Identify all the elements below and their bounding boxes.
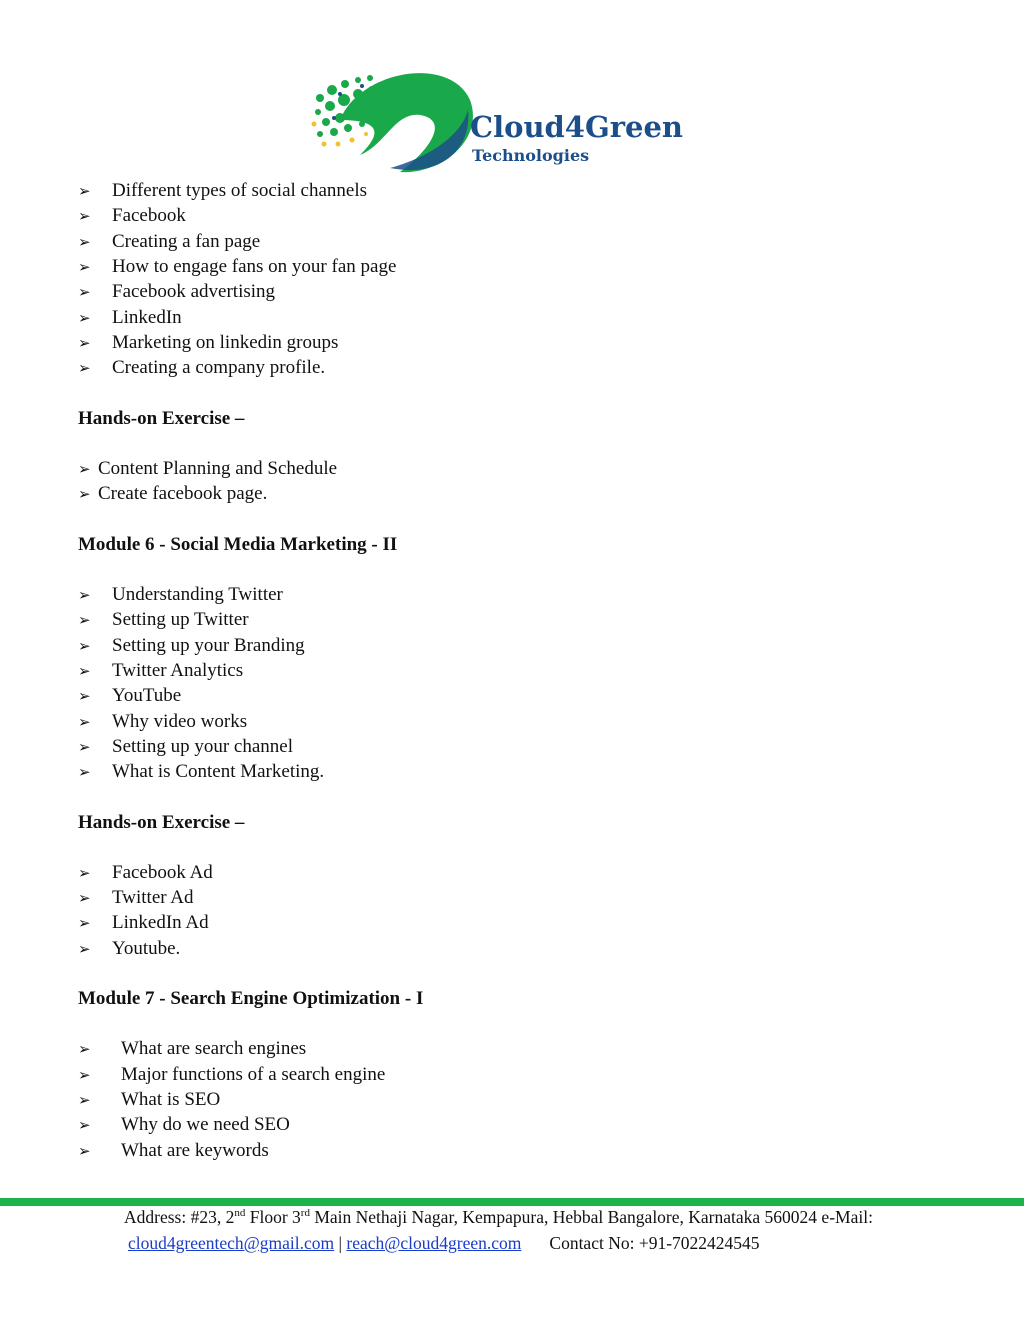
arrow-bullet-icon: ➢: [78, 738, 91, 756]
footer-contacts: cloud4greentech@gmail.com | reach@cloud4green.com Contact No: +91-7022424545: [128, 1233, 760, 1253]
arrow-bullet-icon: ➢: [78, 1142, 91, 1160]
list-item: ➢ Marketing on linkedin groups: [78, 332, 339, 353]
arrow-bullet-icon: ➢: [78, 713, 91, 731]
arrow-bullet-icon: ➢: [78, 586, 91, 604]
arrow-bullet-icon: ➢: [78, 687, 91, 705]
arrow-bullet-icon: ➢: [78, 309, 91, 327]
arrow-bullet-icon: ➢: [78, 334, 91, 352]
arrow-bullet-icon: ➢: [78, 1066, 91, 1084]
arrow-bullet-icon: ➢: [78, 1116, 91, 1134]
contact-number: Contact No: +91-7022424545: [549, 1233, 760, 1253]
arrow-bullet-icon: ➢: [78, 662, 91, 680]
arrow-bullet-icon: ➢: [78, 283, 91, 301]
arrow-bullet-icon: ➢: [78, 864, 91, 882]
list-item: ➢ Twitter Ad: [78, 887, 194, 908]
arrow-bullet-icon: ➢: [78, 889, 91, 907]
section-heading: Hands-on Exercise –: [78, 408, 245, 429]
arrow-bullet-icon: ➢: [78, 182, 91, 200]
footer-address: Address: #23, 2nd Floor 3rd Main Nethaji Nagar, Kempapura, Hebbal Bangalore, Karnataka 560024 e-Mail:: [124, 1207, 873, 1227]
email-link-primary[interactable]: cloud4greentech@gmail.com: [128, 1233, 335, 1253]
logo-name: Cloud4Green: [470, 110, 684, 144]
list-item: ➢ Setting up Twitter: [78, 609, 249, 630]
list-item: ➢ What are search engines: [78, 1038, 307, 1059]
module-heading: Module 7 - Search Engine Optimization - I: [78, 988, 424, 1009]
arrow-bullet-icon: ➢: [78, 914, 91, 932]
list-item: ➢ Setting up your channel: [78, 736, 293, 757]
list-item: ➢ Facebook Ad: [78, 862, 213, 883]
arrow-bullet-icon: ➢: [78, 1040, 91, 1058]
arrow-bullet-icon: ➢: [78, 233, 91, 251]
list-item: ➢ Different types of social channels: [78, 180, 368, 201]
list-item: ➢ Major functions of a search engine: [78, 1064, 386, 1085]
list-item: ➢ Creating a company profile.: [78, 357, 326, 378]
list-item: ➢ LinkedIn: [78, 307, 182, 328]
list-item: ➢ What are keywords: [78, 1140, 269, 1161]
email-link-secondary[interactable]: reach@cloud4green.com: [346, 1233, 522, 1253]
list-item: ➢ What is SEO: [78, 1089, 221, 1110]
arrow-bullet-icon: ➢: [78, 207, 91, 225]
list-item: ➢ YouTube: [78, 685, 182, 706]
arrow-bullet-icon: ➢: [78, 1091, 91, 1109]
list-item: ➢ Setting up your Branding: [78, 635, 305, 656]
arrow-bullet-icon: ➢: [78, 611, 91, 629]
logo-tagline: Technologies: [472, 146, 590, 165]
list-item: ➢ Create facebook page.: [78, 483, 268, 504]
arrow-bullet-icon: ➢: [78, 763, 91, 781]
company-logo: [300, 60, 684, 178]
list-item: ➢ LinkedIn Ad: [78, 912, 209, 933]
arrow-bullet-icon: ➢: [78, 258, 91, 276]
footer-divider: [0, 1198, 1024, 1206]
list-item: ➢ Youtube.: [78, 938, 181, 959]
list-item: ➢ Creating a fan page: [78, 231, 261, 252]
arrow-bullet-icon: ➢: [78, 485, 91, 503]
list-item: ➢ How to engage fans on your fan page: [78, 256, 397, 277]
list-item: ➢ Understanding Twitter: [78, 584, 283, 605]
module-heading: Module 6 - Social Media Marketing - II: [78, 534, 398, 555]
arrow-bullet-icon: ➢: [78, 940, 91, 958]
list-item: ➢ Content Planning and Schedule: [78, 458, 338, 479]
section-heading: Hands-on Exercise –: [78, 812, 245, 833]
arrow-bullet-icon: ➢: [78, 460, 91, 478]
arrow-bullet-icon: ➢: [78, 359, 91, 377]
list-item: ➢ Why video works: [78, 711, 248, 732]
list-item: ➢ Why do we need SEO: [78, 1114, 290, 1135]
list-item: ➢ Facebook: [78, 205, 186, 226]
list-item: ➢ Twitter Analytics: [78, 660, 244, 681]
arrow-bullet-icon: ➢: [78, 637, 91, 655]
list-item: ➢ Facebook advertising: [78, 281, 276, 302]
list-item: ➢ What is Content Marketing.: [78, 761, 325, 782]
